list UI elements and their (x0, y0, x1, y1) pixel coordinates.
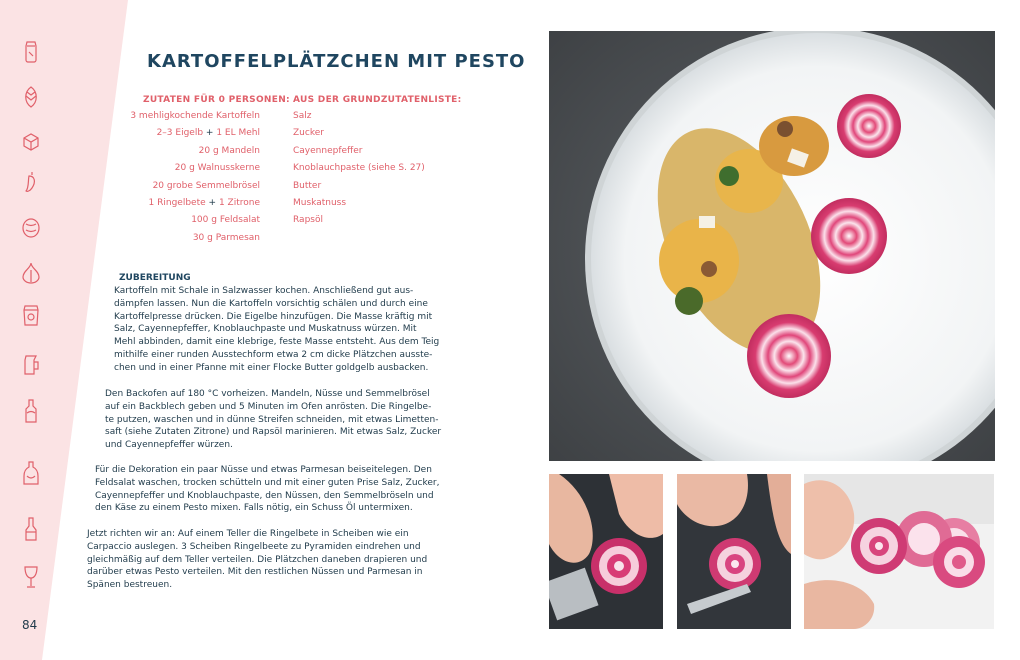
beet-slices-photo (804, 474, 994, 629)
chili-pepper-icon (20, 168, 42, 194)
preparation-heading: ZUBEREITUNG (119, 273, 191, 283)
preparation-paragraph-3: Für die Dekoration ein paar Nüsse und etwas Parmesan beiseitelegen. Den Feldsalat waschen, trocken schütteln und mit einer guten Prise Salz, Zucker, Cayennepfeffer und Knoblauchpaste, den Nüssen, den Semmelbröseln und den Käse zu einem Pesto mixen. Falls nötig, ein Schuss Öl untermixen. (95, 465, 440, 514)
ingredients-list (110, 111, 260, 250)
ingredients-heading: ZUTATEN FÜR 0 PERSONEN: (143, 95, 290, 105)
nutmeg-icon (20, 214, 42, 240)
garlic-icon (20, 260, 42, 286)
list-item: Knoblauchpaste (siehe S. 27) (293, 163, 425, 174)
flour-bag-icon (20, 302, 42, 328)
pantry-heading: AUS DER GRUNDZUTATENLISTE: (293, 95, 462, 105)
vinegar-bottle-icon (20, 460, 42, 486)
list-item: Salz (293, 111, 312, 121)
list-item: Muskatnuss (293, 197, 347, 208)
wine-glass-icon (20, 564, 42, 590)
list-item: 30 g Parmesan (192, 232, 260, 243)
carafe-icon (20, 516, 42, 542)
page-number: 84 (22, 618, 38, 632)
list-item: 1 Ringelbete + 1 Zitrone (148, 197, 260, 208)
page-title: KARTOFFELPLÄTZCHEN MIT PESTO (147, 51, 526, 72)
list-item: Rapsöl (293, 215, 323, 226)
oil-bottle-icon (20, 398, 42, 424)
beet-slicing-photo-2 (677, 474, 791, 629)
preparation-paragraph-4: Jetzt richten wir an: Auf einem Teller die Ringelbete in Scheiben wie ein Carpaccio auslegen. 3 Scheiben Ringelbeete zu Pyramiden eindrehen und gleichmäßig auf dem Teller verteilen. Die Plätzchen daneben drapieren und darüber etwas Pesto verteilen. Mit den restlichen Nüssen und Parmesan in Spänen bestreuen. (87, 529, 428, 591)
list-item: Zucker (293, 128, 324, 139)
pantry-list (293, 111, 493, 233)
list-item: Butter (293, 180, 322, 191)
salt-shaker-icon (20, 38, 42, 64)
plated-dish-photo (549, 31, 995, 461)
preparation-paragraph-2: Den Backofen auf 180 °C vorheizen. Mandeln, Nüsse und Semmelbrösel auf ein Backblech geben und 5 Minuten im Ofen anrösten. Die Ringelbe- te putzen, waschen und in dünne Streifen schneiden, mit etwas Limetten- saft (siehe Zutaten Zitrone) und Rapsöl marinieren. Mit etwas Salz, Zucker und Cayennepfeffer würzen. (105, 389, 442, 451)
list-item: 20 g Mandeln (198, 145, 260, 156)
list-item: 3 mehligkochende Kartoffeln (130, 111, 260, 121)
list-item: 20 g Walnusskerne (174, 163, 260, 174)
list-item: Cayennepfeffer (293, 145, 363, 156)
list-item: 20 grobe Semmelbrösel (152, 180, 260, 191)
preparation-paragraph-1: Kartoffeln mit Schale in Salzwasser kochen. Anschließend gut aus- dämpfen lassen. Nun die Kartoffeln vorsichtig schälen und durch eine Kartoffelpresse drücken. Die Eigelbe hinzufügen. Die Masse kräftig mit Salz, Cayennepfeffer, Knoblauchpaste und Muskatnuss würzen. Mit Mehl abbinden, damit eine klebrige, feste Masse entsteht. Aus dem Teig mithilfe einer runden Ausstechform etwa 2 cm dicke Plätzchen ausste- chen und in einer Pfanne mit einer Flocke Butter goldgelb ausbacken. (114, 286, 440, 373)
beet-slicing-photo-1 (549, 474, 663, 629)
milk-jug-icon (20, 352, 42, 378)
list-item: 100 g Feldsalat (191, 215, 260, 226)
list-item: 2–3 Eigelb + 1 EL Mehl (156, 128, 260, 139)
plus-sign: + (208, 197, 217, 208)
sugar-cube-icon (20, 128, 42, 154)
artichoke-icon (20, 84, 42, 110)
plus-sign: + (205, 128, 214, 139)
